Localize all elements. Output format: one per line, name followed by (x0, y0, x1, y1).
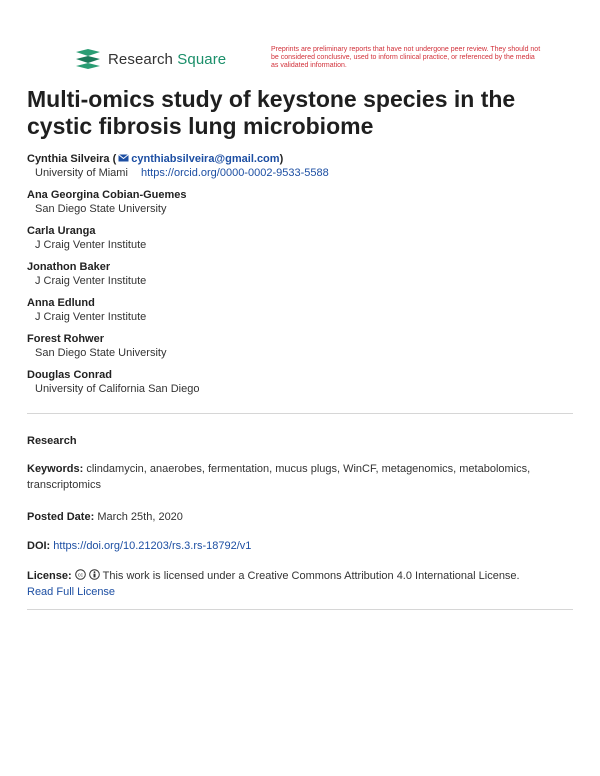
svg-text:cc: cc (77, 572, 83, 579)
author-email-link[interactable]: cynthiabsilveira@gmail.com (131, 153, 280, 165)
preprint-notice: Preprints are preliminary reports that have not undergone peer review. They should not be considered conclusive, used to inform clinical practice, or referenced by the media as validated information. (271, 46, 541, 69)
author-entry (27, 260, 577, 296)
orcid-link[interactable]: https://orcid.org/0000-0002-9533-5588 (140, 167, 329, 179)
author-affiliation: San Diego State University (35, 347, 167, 359)
author-name: Douglas Conrad (27, 369, 112, 381)
logo-text-research: Research (108, 50, 173, 68)
author-affiliation: J Craig Venter Institute (35, 311, 147, 323)
keywords-value: clindamycin, anaerobes, fermentation, mucus plugs, WinCF, metagenomics, metabolomics, transcriptomics (27, 463, 531, 491)
divider (27, 413, 573, 414)
author-list (27, 152, 577, 404)
author-entry: Cynthia Silveira ( cynthiabsilveira@gmail.com) University of Miami https://orcid.org/0000-0002-9533-5588 (27, 153, 329, 179)
header (74, 46, 541, 76)
keywords-label: Keywords: (27, 463, 84, 475)
research-square-logo[interactable] (74, 48, 226, 70)
posted-date-label: Posted Date: (27, 511, 95, 523)
author-name: Forest Rohwer (27, 333, 105, 345)
article-type (27, 433, 573, 449)
posted-date-value: March 25th, 2020 (97, 511, 183, 523)
author-affiliation: J Craig Venter Institute (35, 239, 147, 251)
author-entry (27, 188, 577, 224)
doi (27, 538, 573, 554)
license-label: License: (27, 570, 72, 582)
cc-icon (75, 569, 86, 580)
author-entry (27, 368, 577, 404)
author-affiliation: University of Miami (35, 167, 128, 179)
divider (27, 609, 573, 610)
cc-by-icon (89, 569, 100, 580)
mail-icon (118, 154, 129, 162)
author-entry (27, 224, 577, 260)
research-square-logo-icon (74, 48, 102, 70)
author-name: Anna Edlund (27, 297, 95, 309)
author-name: Carla Uranga (27, 225, 96, 237)
author-affiliation: University of California San Diego (35, 383, 200, 395)
doi-label: DOI: (27, 540, 51, 552)
logo-text-square: Square (177, 50, 227, 68)
author-name: Cynthia Silveira (27, 153, 110, 165)
author-affiliation: San Diego State University (35, 203, 167, 215)
keywords (27, 461, 573, 493)
license-text: This work is licensed under a Creative Commons Attribution 4.0 International License. (102, 570, 520, 582)
paper-title: Multi-omics study of keystone species in the cystic fibrosis lung microbiome (27, 86, 516, 139)
author-entry (27, 332, 577, 368)
posted-date (27, 509, 573, 525)
author-affiliation: J Craig Venter Institute (35, 275, 147, 287)
logo-text (108, 51, 226, 68)
license (27, 568, 573, 600)
doi-link[interactable]: https://doi.org/10.21203/rs.3.rs-18792/v1 (53, 540, 252, 552)
author-entry (27, 296, 577, 332)
article-type-label: Research (27, 435, 77, 447)
author-name: Jonathon Baker (27, 261, 111, 273)
author-name: Ana Georgina Cobian-Guemes (27, 189, 187, 201)
read-full-license-link[interactable]: Read Full License (27, 586, 116, 598)
